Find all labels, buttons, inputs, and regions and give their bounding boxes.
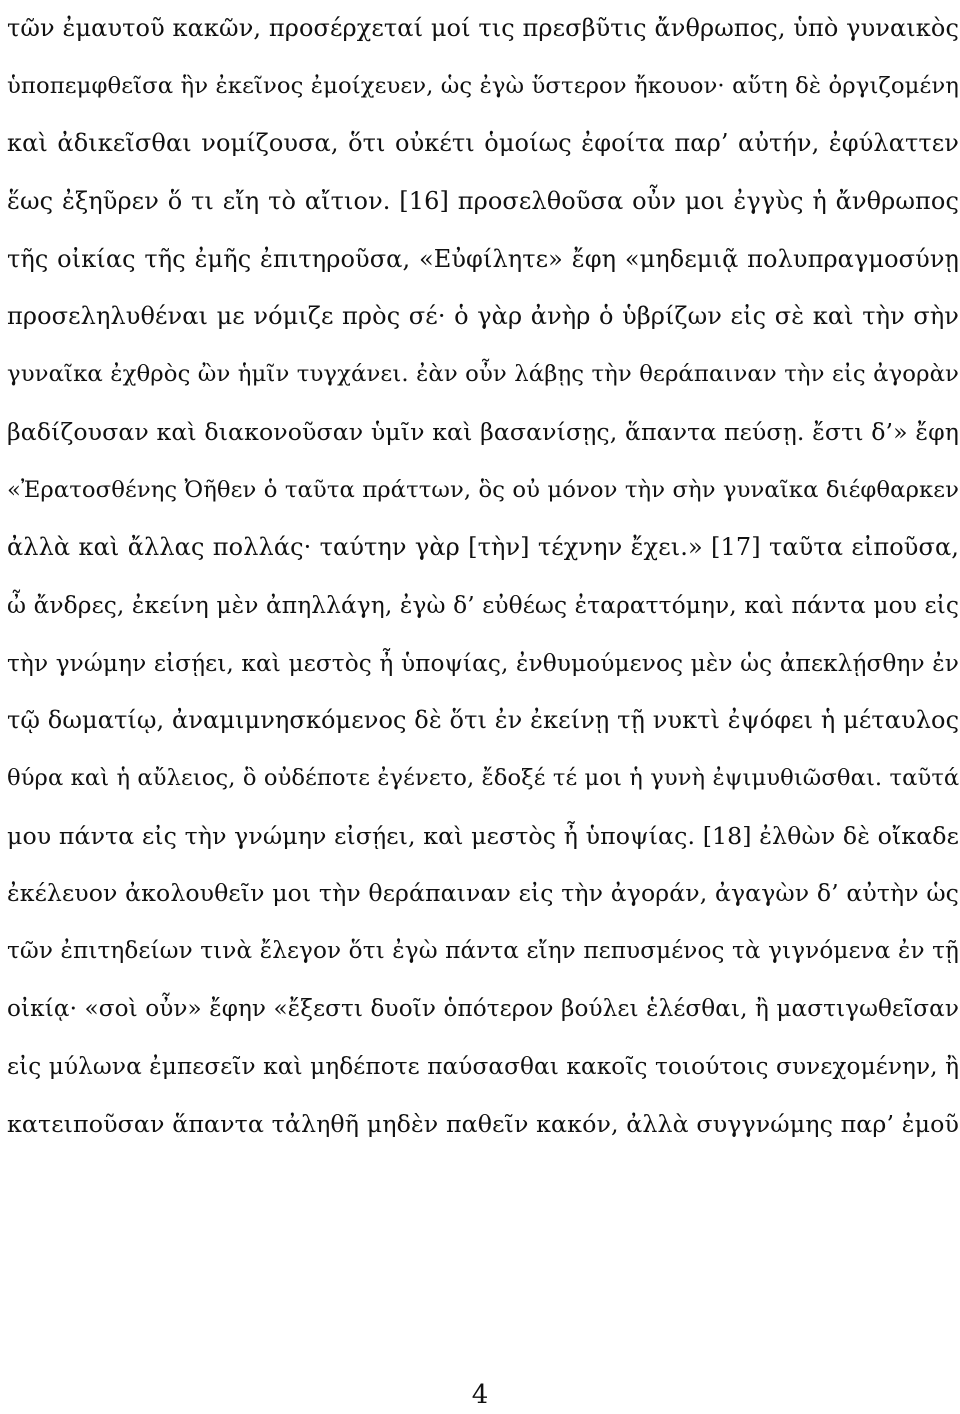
text-line: «Ἐρατοσθένης Ὀῆθεν ὁ ταῦτα πράττων, ὃς οὐ μόνον τὴν σὴν γυναῖκα διέφθαρκεν: [7, 476, 959, 503]
text-line: μου πάντα εἰς τὴν γνώμην εἰσῄει, καὶ μεστὸς ἦ ὑποψίας. [18] ἐλθὼν δὲ οἴκαδε: [7, 821, 959, 850]
greek-text-body: [7, 0, 959, 1154]
text-line: ἐκέλευον ἀκολουθεῖν μοι τὴν θεράπαιναν εἰς τὴν ἀγοράν, ἀγαγὼν δ’ αὐτὴν ὡς: [7, 879, 959, 908]
text-line: προσεληλυθέναι με νόμιζε πρὸς σέ· ὁ γὰρ ἀνὴρ ὁ ὑβρίζων εἰς σὲ καὶ τὴν σὴν: [7, 302, 959, 331]
page-number: 4: [471, 1380, 489, 1410]
text-line: καὶ ἀδικεῖσθαι νομίζουσα, ὅτι οὐκέτι ὁμοίως ἐφοίτα παρ’ αὐτήν, ἐφύλαττεν: [7, 129, 959, 158]
text-line: ἕως ἐξηῦρεν ὅ τι εἴη τὸ αἴτιον. [16] προσελθοῦσα οὖν μοι ἐγγὺς ἡ ἄνθρωπος: [7, 187, 959, 216]
text-line: τῆς οἰκίας τῆς ἐμῆς ἐπιτηροῦσα, «Εὐφίλητε» ἔφη «μηδεμιᾷ πολυπραγμοσύνῃ: [7, 244, 959, 273]
text-line: ὦ ἄνδρες, ἐκείνη μὲν ἀπηλλάγη, ἐγὼ δ’ εὐθέως ἐταραττόμην, καὶ πάντα μου εἰς: [7, 591, 959, 619]
text-line: τὴν γνώμην εἰσῄει, καὶ μεστὸς ἦ ὑποψίας, ἐνθυμούμενος μὲν ὡς ἀπεκλῄσθην ἐν: [7, 649, 959, 677]
text-line: τῶν ἐμαυτοῦ κακῶν, προσέρχεταί μοί τις πρεσβῦτις ἄνθρωπος, ὑπὸ γυναικὸς: [7, 14, 959, 42]
text-line: ἀλλὰ καὶ ἄλλας πολλάς· ταύτην γὰρ [τὴν] τέχνην ἔχει.» [17] ταῦτα εἰποῦσα,: [7, 533, 959, 562]
text-line: τῶν ἐπιτηδείων τινὰ ἔλεγον ὅτι ἐγὼ πάντα εἴην πεπυσμένος τὰ γιγνόμενα ἐν τῇ: [7, 938, 959, 964]
text-line: οἰκίᾳ· «σοὶ οὖν» ἔφην «ἔξεστι δυοῖν ὁπότερον βούλει ἑλέσθαι, ἢ μαστιγωθεῖσαν: [7, 995, 960, 1022]
text-line: ὑποπεμφθεῖσα ἣν ἐκεῖνος ἐμοίχευεν, ὡς ἐγὼ ὕστερον ἤκουον· αὕτη δὲ ὀργιζομένη: [7, 72, 959, 99]
text-line: κατειποῦσαν ἅπαντα τἀληθῆ μηδὲν παθεῖν κακόν, ἀλλὰ συγγνώμης παρ’ ἐμοῦ: [7, 1110, 959, 1139]
text-line: θύρα καὶ ἡ αὔλειος, ὃ οὐδέποτε ἐγένετο, ἔδοξέ τέ μοι ἡ γυνὴ ἐψιμυθιῶσθαι. ταῦτά: [7, 764, 960, 791]
text-line: τῷ δωματίῳ, ἀναμιμνησκόμενος δὲ ὅτι ἐν ἐκείνῃ τῇ νυκτὶ ἐψόφει ἡ μέταυλος: [7, 706, 960, 735]
text-line: γυναῖκα ἐχθρὸς ὢν ἡμῖν τυγχάνει. ἐὰν οὖν λάβῃς τὴν θεράπαιναν τὴν εἰς ἀγορὰν: [7, 361, 959, 388]
text-line: βαδίζουσαν καὶ διακονοῦσαν ὑμῖν καὶ βασανίσῃς, ἅπαντα πεύσῃ. ἔστι δ’» ἔφη: [7, 417, 959, 446]
text-line: εἰς μύλωνα ἐμπεσεῖν καὶ μηδέποτε παύσασθαι κακοῖς τοιούτοις συνεχομένην, ἢ: [7, 1053, 960, 1081]
